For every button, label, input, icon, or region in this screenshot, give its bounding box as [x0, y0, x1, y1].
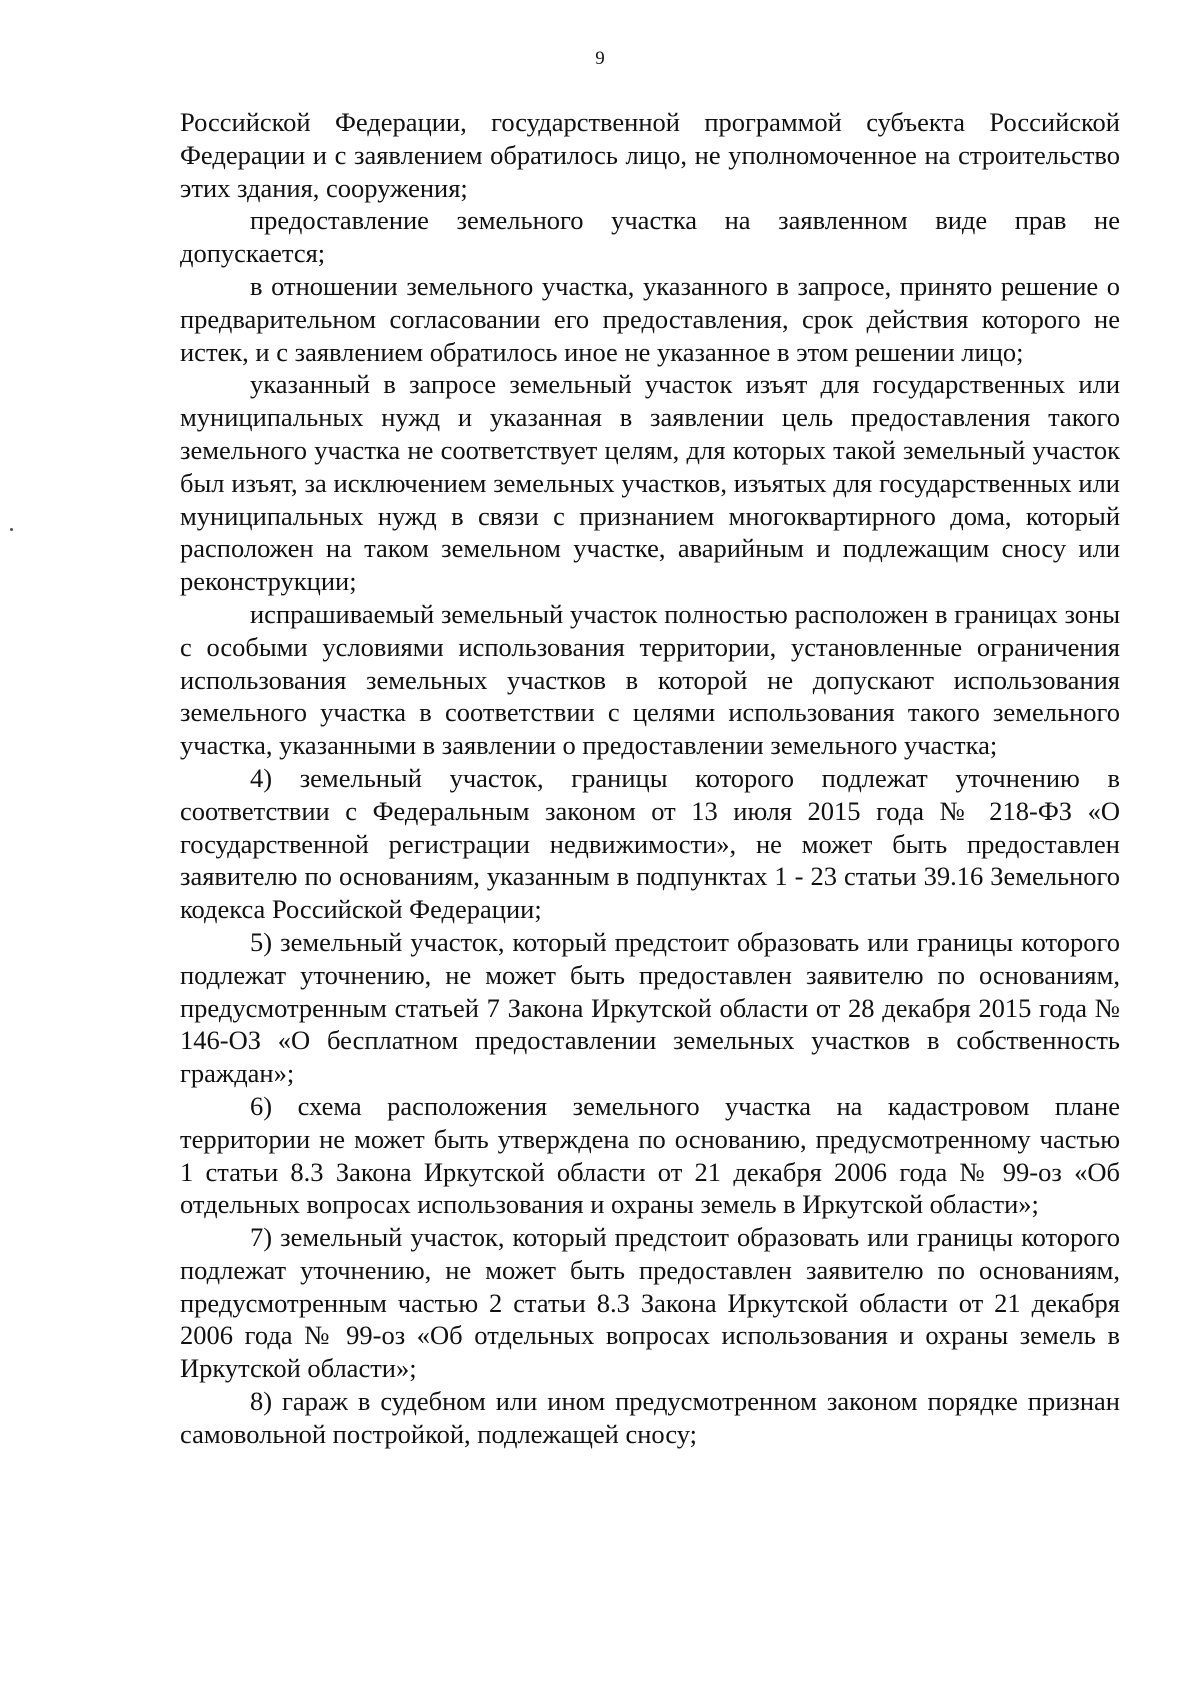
- page-number: 9: [595, 48, 605, 69]
- paragraph-item-5: 5) земельный участок, который предстоит образовать или границы которого подлежат уточнению, не может быть предоставлен заявителю по основаниям, предусмотренным статьей 7 Закона Иркутской области от 28 декабря 2015 года № 146-ОЗ «О бесплатном предоставлении земельных участков в собственность граждан»;: [180, 926, 1120, 1089]
- paragraph-continuation: Российской Федерации, государственной программой субъекта Российской Федерации и с заявлением обратилось лицо, не уполномоченное на строительство этих здания, сооружения;: [180, 107, 1120, 203]
- paragraph-item-6: 6) схема расположения земельного участка на кадастровом плане территории не может быть утверждена по основанию, предусмотренному частью 1 статьи 8.3 Закона Иркутской области от 21 декабря 2006 года № 99-оз «Об отдельных вопросах использования и охраны земель в Иркутской области»;: [180, 1090, 1120, 1220]
- paragraph: в отношении земельного участка, указанного в запросе, принято решение о предварительном согласовании его предоставления, срок действия которого не истек, и с заявлением обратилось иное не указанное в этом решении лицо;: [180, 270, 1120, 367]
- document-body: [180, 106, 1120, 1451]
- paragraph: указанный в запросе земельный участок изъят для государственных или муниципальных нужд и указанная в заявлении цель предоставления такого земельного участка не соответствует целям, для которых такой земельный участок был изъят, за исключением земельных участков, изъятых для государственных или муниципальных нужд в связи с признанием многоквартирного дома, который расположен на таком земельном участке, аварийным и подлежащим сносу или реконструкции;: [180, 369, 1120, 597]
- margin-speck: [10, 528, 13, 531]
- paragraph-item-4: 4) земельный участок, границы которого подлежат уточнению в соответствии с Федеральным законом от 13 июля 2015 года № 218-ФЗ «О государственной регистрации недвижимости», не может быть предоставлен заявителю по основаниям, указанным в подпунктах 1 - 23 статьи 39.16 Земельного кодекса Российской Федерации;: [180, 762, 1120, 925]
- paragraph: испрашиваемый земельный участок полностью расположен в границах зоны с особыми условиями использования территории, установленные ограничения использования земельных участков в которой не допускают использования земельного участка в соответствии с целями использования такого земельного участка, указанными в заявлении о предоставлении земельного участка;: [180, 598, 1120, 761]
- paragraph-item-8: 8) гараж в судебном или ином предусмотренном законом порядке признан самовольной постройкой, подлежащей сносу;: [180, 1386, 1120, 1449]
- paragraph: предоставление земельного участка на заявленном виде прав не допускается;: [180, 205, 1120, 269]
- paragraph-item-7: 7) земельный участок, который предстоит образовать или границы которого подлежат уточнению, не может быть предоставлен заявителю по основаниям, предусмотренным частью 2 статьи 8.3 Закона Иркутской области от 21 декабря 2006 года № 99-оз «Об отдельных вопросах использования и охраны земель в Иркутской области»;: [180, 1222, 1120, 1384]
